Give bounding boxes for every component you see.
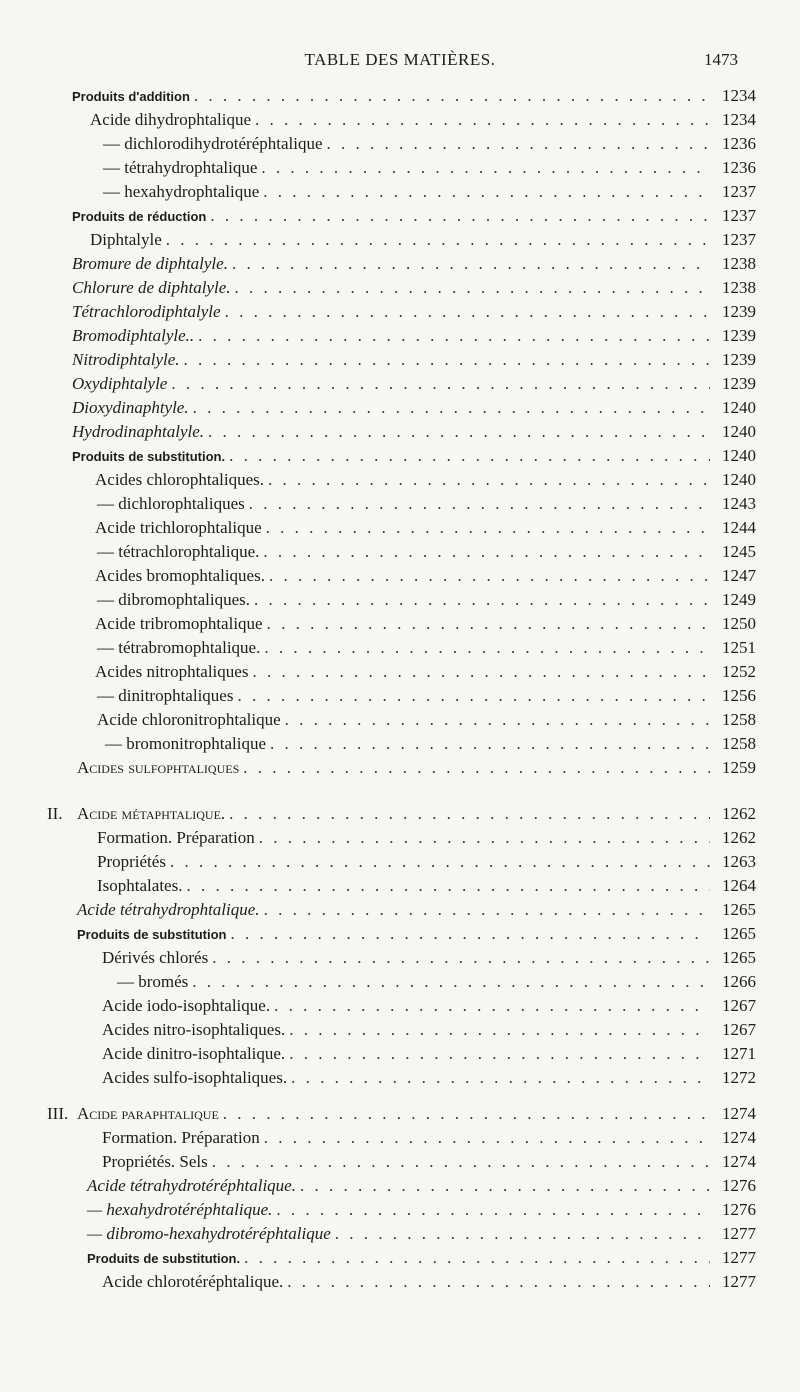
toc-entry-title: Acide chlorotéréphtalique.: [102, 1272, 284, 1291]
toc-entry: [87, 1222, 756, 1246]
page-number: 1473: [704, 50, 738, 69]
toc-entry-page: 1258: [722, 734, 756, 753]
toc-entry-page: 1240: [722, 470, 756, 489]
running-title: TABLE DES MATIÈRES.: [304, 50, 496, 69]
toc-entry-title: Produits de substitution.: [87, 1251, 241, 1266]
dot-leader: [263, 180, 710, 204]
toc-entry-title: Produits de réduction: [72, 209, 207, 224]
toc-entry-page: 1239: [722, 302, 756, 321]
toc-entry: [77, 898, 756, 922]
dot-leader: [223, 1102, 710, 1126]
toc-entry: [72, 252, 756, 276]
dot-leader: [171, 372, 710, 396]
toc-entry-title: Propriétés. Sels: [102, 1152, 208, 1171]
toc-entry-page: 1265: [722, 948, 756, 967]
toc-entry: [72, 444, 756, 468]
toc-entry-title: — dibromo-hexahydrotéréphtalique: [87, 1224, 331, 1243]
toc-entry: [72, 276, 756, 300]
toc-entry-page: 1277: [722, 1224, 756, 1243]
toc-entry-title: — bromés: [117, 972, 189, 991]
toc-entry: [77, 922, 756, 946]
toc-entry: [72, 204, 756, 228]
toc-entry-title: Oxydiphtalyle: [72, 374, 168, 393]
toc-entry-page: 1258: [722, 710, 756, 729]
toc-entry-title: — tétrahydrophtalique: [103, 158, 258, 177]
dot-leader: [289, 1018, 710, 1042]
dot-leader: [269, 564, 710, 588]
toc-entry: [87, 1246, 756, 1270]
dot-leader: [194, 84, 710, 108]
toc-entry: [97, 684, 756, 708]
toc-entry-page: 1267: [722, 1020, 756, 1039]
toc-entry-title: Acide tétrahydrotéréphtalique.: [87, 1176, 296, 1195]
toc-entry-title: Dioxydinaphtyle.: [72, 398, 189, 417]
dot-leader: [335, 1222, 710, 1246]
toc-entry-title: — tétrabromophtalique.: [97, 638, 261, 657]
dot-leader: [232, 252, 710, 276]
toc-entry-title: Acide iodo-isophtalique.: [102, 996, 271, 1015]
toc-entry: [102, 1018, 756, 1042]
toc-entry-page: 1265: [722, 900, 756, 919]
toc-entry: [97, 588, 756, 612]
dot-leader: [212, 1150, 710, 1174]
toc-entry-page: 1274: [722, 1152, 756, 1171]
toc-entry-title: Formation. Préparation: [97, 828, 255, 847]
dot-leader: [268, 468, 710, 492]
toc-entry-page: 1240: [722, 422, 756, 441]
toc-entry: [97, 492, 756, 516]
toc-entry-title: Propriétés: [97, 852, 166, 871]
toc-entry: [102, 946, 756, 970]
toc-entry: [90, 108, 756, 132]
toc-entry-page: 1259: [722, 758, 756, 777]
toc-entry-page: 1244: [722, 518, 756, 537]
toc-entry: [97, 540, 756, 564]
toc-entry-title: — dichlorodihydrotéréphtalique: [103, 134, 323, 153]
toc-entry-title: Acide tribromophtalique: [95, 614, 263, 633]
toc-entry-page: 1250: [722, 614, 756, 633]
dot-leader: [266, 516, 710, 540]
dot-leader: [263, 540, 710, 564]
toc-entry-title: — hexahydrophtalique: [103, 182, 260, 201]
toc-entry-page: 1274: [722, 1128, 756, 1147]
toc-entry-page: 1251: [722, 638, 756, 657]
toc-entry-page: 1237: [722, 182, 756, 201]
toc-entry-title: Acide métaphtalique.: [77, 804, 226, 823]
toc-entry: [72, 84, 756, 108]
toc-entry-title: Acides chlorophtaliques.: [95, 470, 265, 489]
dot-leader: [291, 1066, 710, 1090]
toc-entry-page: 1237: [722, 230, 756, 249]
toc-entry-title: Bromodiphtalyle..: [72, 326, 195, 345]
toc-entry: [95, 564, 756, 588]
toc-entry: [102, 1066, 756, 1090]
section-numeral: III.: [47, 1104, 69, 1123]
toc-entry-page: 1236: [722, 134, 756, 153]
toc-entry-title: Acides sulfo-isophtaliques.: [102, 1068, 288, 1087]
dot-leader: [244, 1246, 710, 1270]
toc-entry-title: Produits d'addition: [72, 89, 190, 104]
toc-entry-page: 1237: [722, 206, 756, 225]
toc-entry-page: 1239: [722, 326, 756, 345]
toc-entry-page: 1240: [722, 398, 756, 417]
toc-entry: [102, 1270, 756, 1294]
toc-entry: [72, 420, 756, 444]
dot-leader: [300, 1174, 710, 1198]
toc-entry-title: — tétrachlorophtalique.: [97, 542, 260, 561]
toc-entry-title: Chlorure de diphtalyle.: [72, 278, 231, 297]
toc-entry: [102, 1126, 756, 1150]
toc-entry: [102, 1042, 756, 1066]
toc-entry: [77, 756, 756, 780]
toc-entry: [103, 156, 756, 180]
toc-entry-page: 1247: [722, 566, 756, 585]
dot-leader: [264, 898, 710, 922]
dot-leader: [186, 874, 710, 898]
toc-entry-page: 1262: [722, 828, 756, 847]
toc-entry: [105, 732, 756, 756]
dot-leader: [243, 756, 710, 780]
dot-leader: [184, 348, 710, 372]
toc-entry: [102, 994, 756, 1018]
dot-leader: [264, 1126, 710, 1150]
toc-entry-title: Acides sulfophtaliques: [77, 758, 240, 777]
toc-entry-title: Acide dinitro-isophtalique.: [102, 1044, 286, 1063]
dot-leader: [259, 826, 710, 850]
dot-leader: [198, 324, 710, 348]
toc-entry: [87, 1174, 756, 1198]
toc-entry-title: Acides nitro-isophtaliques.: [102, 1020, 286, 1039]
toc-entry: [97, 874, 756, 898]
toc-entry: [103, 180, 756, 204]
dot-leader: [254, 588, 710, 612]
toc-entry-title: — dichlorophtaliques: [97, 494, 245, 513]
dot-leader: [166, 228, 710, 252]
toc-entry-page: 1263: [722, 852, 756, 871]
toc-entry-title: Formation. Préparation: [102, 1128, 260, 1147]
toc-entry: [102, 1150, 756, 1174]
toc-entry-page: 1267: [722, 996, 756, 1015]
toc-entry-page: 1234: [722, 86, 756, 105]
toc-entry-title: Produits de substitution: [77, 927, 227, 942]
dot-leader: [261, 156, 710, 180]
toc-entry-page: 1277: [722, 1272, 756, 1291]
dot-leader: [285, 708, 710, 732]
toc-entry: [72, 396, 756, 420]
toc-entry: [95, 612, 756, 636]
toc-entry: [117, 970, 756, 994]
toc-entry-page: 1240: [722, 446, 756, 465]
toc-entry-title: Acide dihydrophtalique: [90, 110, 251, 129]
toc-entry-title: Nitrodiphtalyle.: [72, 350, 180, 369]
dot-leader: [276, 1198, 710, 1222]
toc-entry-page: 1266: [722, 972, 756, 991]
toc-entry-title: Produits de substitution.: [72, 449, 226, 464]
toc-entry-page: 1243: [722, 494, 756, 513]
toc-entry-page: 1234: [722, 110, 756, 129]
dot-leader: [327, 132, 710, 156]
toc-entry: [95, 468, 756, 492]
dot-leader: [225, 300, 710, 324]
toc-entry-title: Acides bromophtaliques.: [95, 566, 265, 585]
dot-leader: [210, 204, 710, 228]
dot-leader: [229, 444, 710, 468]
toc-entry-page: 1252: [722, 662, 756, 681]
toc-entry-page: 1262: [722, 804, 756, 823]
toc-entry-page: 1238: [722, 254, 756, 273]
toc-entry-title: Tétrachlorodiphtalyle: [72, 302, 221, 321]
section-numeral: II.: [47, 804, 63, 823]
dot-leader: [249, 492, 710, 516]
toc-entry: [97, 708, 756, 732]
toc-entry: [90, 228, 756, 252]
toc-entry-title: Acide chloronitrophtalique: [97, 710, 281, 729]
toc-entry: [95, 660, 756, 684]
toc-entry: [72, 348, 756, 372]
dot-leader: [289, 1042, 710, 1066]
toc-entry: [97, 826, 756, 850]
toc-entry-title: — dibromophtaliques.: [97, 590, 250, 609]
dot-leader: [264, 636, 710, 660]
toc-entry: [95, 516, 756, 540]
dot-leader: [274, 994, 710, 1018]
dot-leader: [267, 612, 710, 636]
dot-leader: [252, 660, 710, 684]
toc-entry-page: 1239: [722, 350, 756, 369]
toc-entry-page: 1264: [722, 876, 756, 895]
toc-entry-title: Acide paraphtalique: [77, 1104, 219, 1123]
toc-entry-title: Acide trichlorophtalique: [95, 518, 262, 537]
toc-entry-page: 1274: [722, 1104, 756, 1123]
toc-entry-page: 1239: [722, 374, 756, 393]
toc-entry-page: 1256: [722, 686, 756, 705]
dot-leader: [192, 970, 710, 994]
toc-entry-title: Acides nitrophtaliques: [95, 662, 249, 681]
dot-leader: [255, 108, 710, 132]
toc-entry-page: 1276: [722, 1176, 756, 1195]
toc-entry-title: — dinitrophtaliques: [97, 686, 234, 705]
toc-entry-title: Isophtalates.: [97, 876, 183, 895]
toc-entry: [72, 324, 756, 348]
toc-entry: [72, 300, 756, 324]
page-header: [0, 50, 800, 74]
dot-leader: [287, 1270, 710, 1294]
dot-leader: [208, 420, 710, 444]
toc-entry-page: 1236: [722, 158, 756, 177]
toc-entry-page: 1249: [722, 590, 756, 609]
toc-entry-title: Dérivés chlorés: [102, 948, 209, 967]
dot-leader: [193, 396, 710, 420]
toc-entry-title: — bromonitrophtalique: [105, 734, 267, 753]
toc-entry-title: Diphtalyle: [90, 230, 162, 249]
dot-leader: [229, 802, 710, 826]
toc-entry-page: 1277: [722, 1248, 756, 1267]
toc-entry-page: 1272: [722, 1068, 756, 1087]
toc-entry: [72, 372, 756, 396]
toc-entry-page: 1271: [722, 1044, 756, 1063]
toc-entry-title: — hexahydrotéréphtalique.: [87, 1200, 273, 1219]
dot-leader: [237, 684, 710, 708]
toc-entry-page: 1265: [722, 924, 756, 943]
toc-entry: [77, 1102, 756, 1126]
dot-leader: [231, 922, 711, 946]
toc-entry: [97, 850, 756, 874]
dot-leader: [270, 732, 710, 756]
dot-leader: [212, 946, 710, 970]
toc-entry: [103, 132, 756, 156]
toc-entry-title: Acide tétrahydrophtalique.: [77, 900, 260, 919]
dot-leader: [235, 276, 711, 300]
toc-entry: [87, 1198, 756, 1222]
toc-entry-page: 1245: [722, 542, 756, 561]
toc-entry: [97, 636, 756, 660]
toc-entry: [77, 802, 756, 826]
toc-entry-title: Hydrodinaphtalyle.: [72, 422, 205, 441]
dot-leader: [170, 850, 710, 874]
toc-entry-page: 1238: [722, 278, 756, 297]
toc-entry-title: Bromure de diphtalyle.: [72, 254, 228, 273]
toc-entry-page: 1276: [722, 1200, 756, 1219]
